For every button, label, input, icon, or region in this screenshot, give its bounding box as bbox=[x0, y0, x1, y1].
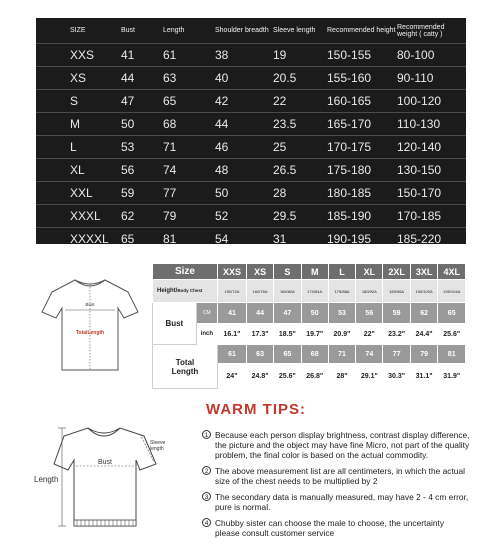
cell-sleeve: 26.5 bbox=[273, 159, 327, 182]
cell-height: 165-170 bbox=[327, 113, 397, 136]
grey-height-cell: 190/100A bbox=[410, 280, 438, 303]
grey-bust-inch-row bbox=[153, 324, 466, 345]
cell-weight: 120-140 bbox=[397, 136, 466, 159]
grey-total-length-label: Total Length bbox=[153, 345, 218, 389]
grey-bust-inch-cell: 24.4" bbox=[410, 324, 438, 345]
grey-length-cm-cell: 71 bbox=[328, 345, 355, 364]
cell-weight: 80-100 bbox=[397, 44, 466, 67]
cell-bust: 62 bbox=[121, 205, 163, 228]
big-sleeve-label-1: Sleeve bbox=[150, 440, 166, 446]
cell-weight: 90-110 bbox=[397, 67, 466, 90]
cell-height: 155-160 bbox=[327, 67, 397, 90]
grey-size-cell: L bbox=[328, 264, 355, 280]
tip-number-icon: 3 bbox=[202, 492, 211, 501]
grey-length-inch-cell: 28" bbox=[328, 364, 355, 389]
grey-bust-inch-cell: 18.5" bbox=[274, 324, 301, 345]
table-row bbox=[36, 113, 466, 136]
grey-length-cm-cell: 74 bbox=[356, 345, 383, 364]
small-shirt-diagram bbox=[40, 272, 140, 382]
grey-height-cell: 185/96A bbox=[383, 280, 410, 303]
cell-bust: 56 bbox=[121, 159, 163, 182]
cell-bust: 41 bbox=[121, 44, 163, 67]
grey-length-inch-cell: 26.8" bbox=[301, 364, 328, 389]
list-item bbox=[202, 430, 470, 460]
cell-bust: 59 bbox=[121, 182, 163, 205]
header-weight: Recommended weight ( catty ) bbox=[397, 23, 445, 38]
cell-shoulder: 50 bbox=[215, 182, 273, 205]
cell-size: M bbox=[36, 113, 121, 136]
grey-height-cell: 150/72A bbox=[218, 280, 247, 303]
grey-length-cm-cell: 61 bbox=[218, 345, 247, 364]
cell-height: 170-175 bbox=[327, 136, 397, 159]
grey-bust-cm-row bbox=[153, 303, 466, 324]
cell-sleeve: 19 bbox=[273, 44, 327, 67]
header-length: Length bbox=[163, 27, 185, 34]
cell-height: 180-185 bbox=[327, 182, 397, 205]
grey-bust-cm-cell: 50 bbox=[301, 303, 328, 324]
grey-bust-inch-cell: 25.6" bbox=[438, 324, 466, 345]
cell-sleeve: 28 bbox=[273, 182, 327, 205]
grey-size-row bbox=[153, 264, 466, 280]
cell-weight: 150-170 bbox=[397, 182, 466, 205]
grey-height-cell: 165/80A bbox=[274, 280, 301, 303]
header-sleeve: Sleeve length bbox=[273, 27, 316, 34]
grey-bust-cm-cell: 62 bbox=[410, 303, 438, 324]
cell-length: 68 bbox=[163, 113, 215, 136]
table-row bbox=[36, 67, 466, 90]
grey-bust-cm-cell: 65 bbox=[438, 303, 466, 324]
size-table-header bbox=[36, 18, 466, 44]
warm-tips-title: WARM TIPS: bbox=[206, 401, 306, 418]
grey-height-cell: 160/76A bbox=[246, 280, 273, 303]
grey-size-cell: 2XL bbox=[383, 264, 410, 280]
cell-shoulder: 38 bbox=[215, 44, 273, 67]
cell-shoulder: 54 bbox=[215, 228, 273, 251]
big-shirt-diagram bbox=[32, 420, 172, 540]
tip-text: Because each person display brightness, contrast display difference, the picture and the object may have fine Micro, not part of the quality problem, the final color is based on the actual commodity. bbox=[215, 430, 470, 460]
tip-number-icon: 1 bbox=[202, 430, 211, 439]
cell-weight: 185-220 bbox=[397, 228, 466, 251]
cell-length: 65 bbox=[163, 90, 215, 113]
grey-length-inch-cell: 30.3" bbox=[383, 364, 410, 389]
grey-bust-inch-cell: 17.3" bbox=[246, 324, 273, 345]
small-length-label: TotalLength bbox=[75, 330, 105, 336]
grey-length-cm-cell: 77 bbox=[383, 345, 410, 364]
cell-size: XXXL bbox=[36, 205, 121, 228]
list-item bbox=[202, 492, 470, 512]
cell-height: 175-180 bbox=[327, 159, 397, 182]
grey-length-cm-cell: 81 bbox=[438, 345, 466, 364]
cell-bust: 44 bbox=[121, 67, 163, 90]
grey-bust-cm-unit: CM bbox=[196, 303, 217, 324]
grey-height-cell: 180/92A bbox=[356, 280, 383, 303]
grey-size-cell: XL bbox=[356, 264, 383, 280]
grey-length-cm-cell: 65 bbox=[274, 345, 301, 364]
header-shoulder: Shoulder breadth bbox=[215, 27, 269, 34]
cell-shoulder: 48 bbox=[215, 159, 273, 182]
grey-height-cell: 175/88A bbox=[328, 280, 355, 303]
list-item bbox=[202, 466, 470, 486]
cell-length: 79 bbox=[163, 205, 215, 228]
big-bust-label: Bust bbox=[97, 459, 113, 466]
grey-bust-cm-cell: 53 bbox=[328, 303, 355, 324]
cell-bust: 53 bbox=[121, 136, 163, 159]
cell-size: L bbox=[36, 136, 121, 159]
grey-height-cell: 195/104A bbox=[438, 280, 466, 303]
grey-bust-inch-cell: 19.7" bbox=[301, 324, 328, 345]
cell-shoulder: 44 bbox=[215, 113, 273, 136]
cell-length: 77 bbox=[163, 182, 215, 205]
grey-height-label: Height/Body Chest bbox=[153, 280, 218, 303]
grey-length-inch-cell: 31.1" bbox=[410, 364, 438, 389]
cell-weight: 100-120 bbox=[397, 90, 466, 113]
cell-size: XXXXL bbox=[36, 228, 121, 251]
grey-bust-cm-cell: 47 bbox=[274, 303, 301, 324]
big-length-label: Length bbox=[34, 475, 59, 484]
tip-number-icon: 2 bbox=[202, 466, 211, 475]
grey-length-cm-cell: 63 bbox=[246, 345, 273, 364]
cell-bust: 50 bbox=[121, 113, 163, 136]
grey-size-cell: S bbox=[274, 264, 301, 280]
size-table-body bbox=[36, 44, 466, 251]
header-bust: Bust bbox=[121, 27, 136, 34]
table-row bbox=[36, 159, 466, 182]
cell-shoulder: 46 bbox=[215, 136, 273, 159]
cell-weight: 170-185 bbox=[397, 205, 466, 228]
cell-sleeve: 25 bbox=[273, 136, 327, 159]
grey-bust-cm-cell: 59 bbox=[383, 303, 410, 324]
grey-bust-inch-cell: 20.9" bbox=[328, 324, 355, 345]
cell-length: 71 bbox=[163, 136, 215, 159]
small-bust-label: Bust bbox=[85, 302, 95, 307]
cell-shoulder: 42 bbox=[215, 90, 273, 113]
cell-height: 185-190 bbox=[327, 205, 397, 228]
table-row bbox=[36, 182, 466, 205]
size-table bbox=[36, 18, 466, 250]
header-size: SIZE bbox=[70, 27, 86, 34]
cell-sleeve: 29.5 bbox=[273, 205, 327, 228]
table-row bbox=[36, 136, 466, 159]
cell-shoulder: 40 bbox=[215, 67, 273, 90]
tip-number-icon: 4 bbox=[202, 518, 211, 527]
cell-sleeve: 22 bbox=[273, 90, 327, 113]
cell-size: XXS bbox=[36, 44, 121, 67]
cell-size: XXL bbox=[36, 182, 121, 205]
cell-weight: 110-130 bbox=[397, 113, 466, 136]
tip-text: The secondary data is manually measured, may have 2 - 4 cm error, pure is normal. bbox=[215, 492, 469, 512]
cell-size: XL bbox=[36, 159, 121, 182]
table-row bbox=[36, 228, 466, 251]
cell-length: 74 bbox=[163, 159, 215, 182]
cell-height: 190-195 bbox=[327, 228, 397, 251]
grey-size-label: Size bbox=[153, 264, 218, 280]
table-row bbox=[36, 205, 466, 228]
big-sleeve-label-2: length bbox=[150, 446, 164, 452]
tip-text: Chubby sister can choose the male to choose, the uncertainty please consult customer service bbox=[215, 518, 445, 538]
grey-length-inch-cell: 25.6" bbox=[274, 364, 301, 389]
header-height: Recommended height bbox=[327, 27, 396, 34]
grey-size-cell: 3XL bbox=[410, 264, 438, 280]
grey-bust-inch-unit: inch bbox=[196, 324, 217, 345]
grey-bust-label: Bust bbox=[153, 303, 197, 345]
grey-length-inch-cell: 24" bbox=[218, 364, 247, 389]
cell-height: 160-165 bbox=[327, 90, 397, 113]
grey-length-cm-cell: 68 bbox=[301, 345, 328, 364]
grey-size-cell: M bbox=[301, 264, 328, 280]
cell-weight: 130-150 bbox=[397, 159, 466, 182]
grey-size-cell: XS bbox=[246, 264, 273, 280]
size-chart-table bbox=[36, 18, 466, 244]
grey-bust-inch-cell: 22" bbox=[356, 324, 383, 345]
grey-size-cell: XXS bbox=[218, 264, 247, 280]
grey-bust-cm-cell: 41 bbox=[218, 303, 247, 324]
grey-height-row bbox=[153, 280, 466, 303]
grey-height-cell: 170/84A bbox=[301, 280, 328, 303]
grey-bust-cm-cell: 44 bbox=[246, 303, 273, 324]
cell-bust: 65 bbox=[121, 228, 163, 251]
table-row bbox=[36, 90, 466, 113]
grey-length-cm-cell: 79 bbox=[410, 345, 438, 364]
cell-shoulder: 52 bbox=[215, 205, 273, 228]
cell-sleeve: 23.5 bbox=[273, 113, 327, 136]
cell-length: 61 bbox=[163, 44, 215, 67]
warm-tips-list bbox=[202, 430, 470, 544]
cell-sleeve: 31 bbox=[273, 228, 327, 251]
cell-sleeve: 20.5 bbox=[273, 67, 327, 90]
table-row bbox=[36, 44, 466, 67]
tip-text: The above measurement list are all centimeters, in which the actual size of the chest needs to be multiplied by 2 bbox=[215, 466, 465, 486]
grey-length-inch-cell: 24.8" bbox=[246, 364, 273, 389]
grey-bust-inch-cell: 16.1" bbox=[218, 324, 247, 345]
grey-length-inch-cell: 31.9" bbox=[438, 364, 466, 389]
grey-length-cm-row bbox=[153, 345, 466, 364]
grey-bust-inch-cell: 23.2" bbox=[383, 324, 410, 345]
cell-size: XS bbox=[36, 67, 121, 90]
cell-size: S bbox=[36, 90, 121, 113]
grey-size-cell: 4XL bbox=[438, 264, 466, 280]
inch-cm-table bbox=[152, 263, 466, 389]
cell-length: 81 bbox=[163, 228, 215, 251]
grey-length-inch-cell: 29.1" bbox=[356, 364, 383, 389]
cell-length: 63 bbox=[163, 67, 215, 90]
cell-height: 150-155 bbox=[327, 44, 397, 67]
list-item bbox=[202, 518, 470, 538]
grey-bust-cm-cell: 56 bbox=[356, 303, 383, 324]
cell-bust: 47 bbox=[121, 90, 163, 113]
